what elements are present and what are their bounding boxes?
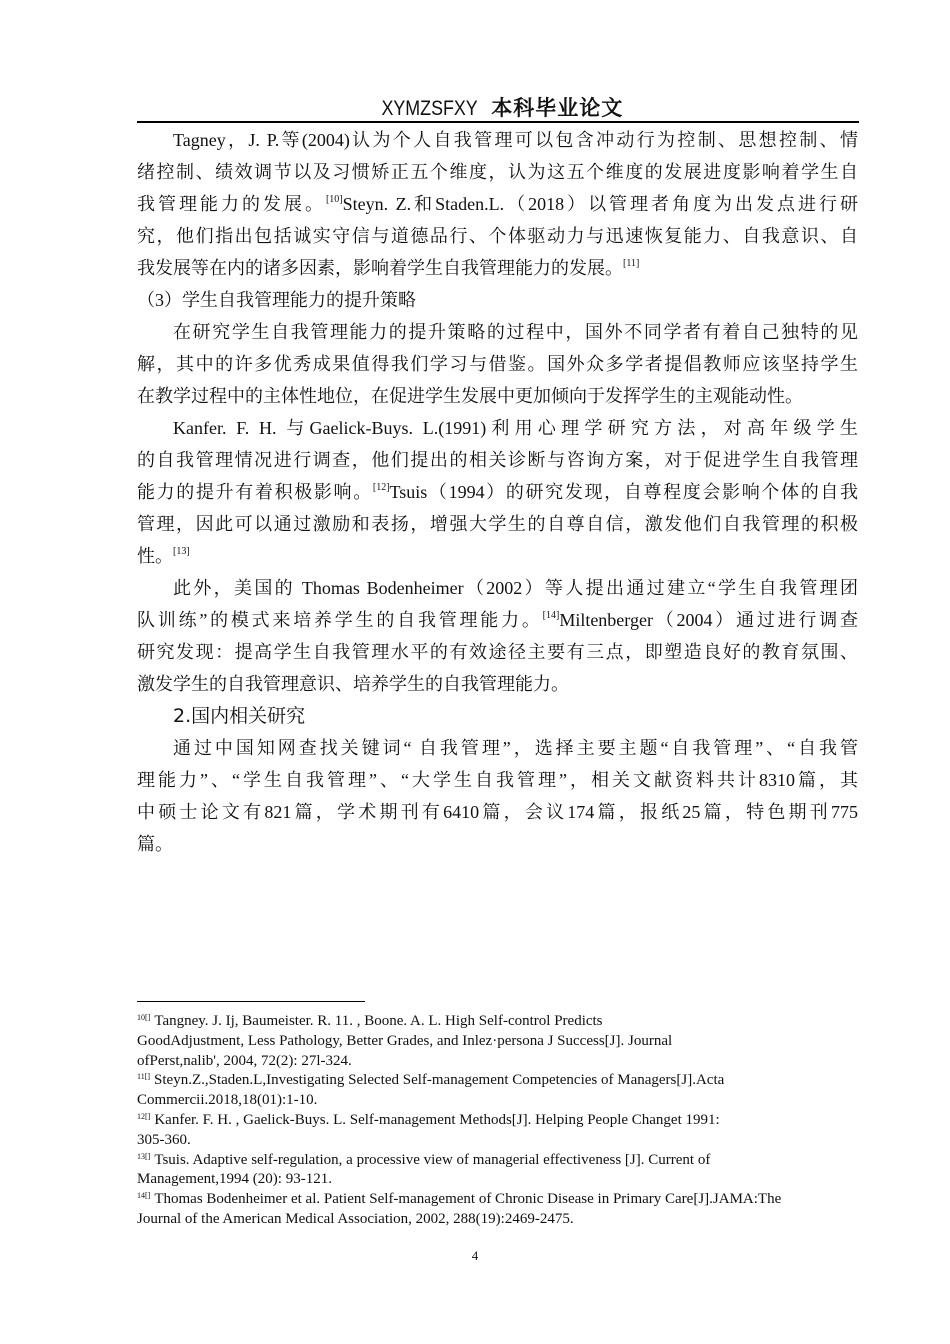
header-title: 本科毕业论文 bbox=[491, 96, 624, 120]
text-segment: Thomas Bodenheimer et al. Patient Self-management of Chronic Disease in Primary Care[J].JAMA:The bbox=[154, 1191, 782, 1208]
text-segment: 在研究学生自我管理能力的提升策略的过程中，国外不同学者有着自己独特的见 bbox=[173, 322, 858, 342]
footnote-separator bbox=[137, 1001, 365, 1002]
footnote-line bbox=[137, 1190, 862, 1210]
text-segment: 性。 bbox=[137, 546, 173, 566]
citation-marker: 12[] bbox=[137, 1111, 151, 1121]
text-line bbox=[137, 316, 858, 348]
text-segment: Management,1994 (20): 93-121. bbox=[137, 1171, 332, 1188]
citation-marker: 14[] bbox=[137, 1191, 151, 1201]
text-segment: Miltenberger（2004）通过进行调查 bbox=[559, 610, 858, 630]
footnote-line bbox=[137, 1210, 862, 1230]
footnote-line bbox=[137, 1091, 862, 1111]
footnote-line bbox=[137, 1131, 862, 1151]
text-line bbox=[137, 508, 858, 540]
text-line bbox=[137, 444, 858, 476]
citation-marker: [11] bbox=[623, 258, 640, 269]
text-segment: 我发展等在内的诸多因素，影响着学生自我管理能力的发展。 bbox=[137, 258, 623, 278]
citation-marker: [10] bbox=[325, 194, 343, 205]
text-segment: Commercii.2018,18(01):1-10. bbox=[137, 1092, 318, 1109]
text-segment: Journal of the American Medical Association, 2002, 288(19):2469-2475. bbox=[137, 1210, 574, 1227]
text-line bbox=[137, 188, 858, 220]
text-segment: 305-360. bbox=[137, 1131, 191, 1148]
citation-marker: 10[] bbox=[137, 1013, 151, 1022]
text-segment: 理能力”、“学生自我管理”、“大学生自我管理”，相关文献资料共计8310篇，其 bbox=[137, 770, 858, 790]
text-line bbox=[137, 348, 858, 380]
text-segment: 管理，因此可以通过激励和表扬，增强大学生的自尊自信，激发他们自我管理的积极 bbox=[137, 514, 858, 534]
text-line bbox=[137, 636, 858, 668]
text-segment: 通过中国知网查找关键词“ 自我管理”，选择主要主题“自我管理”、“自我管 bbox=[173, 738, 858, 758]
text-segment: 的自我管理情况进行调查，他们提出的相关诊断与咨询方案，对于促进学生自我管理 bbox=[137, 450, 858, 470]
text-line bbox=[137, 732, 858, 764]
header-rule bbox=[137, 121, 859, 123]
text-segment: 解，其中的许多优秀成果值得我们学习与借鉴。国外众多学者提倡教师应该坚持学生 bbox=[137, 354, 858, 374]
text-line bbox=[137, 604, 858, 636]
text-segment: 在教学过程中的主体性地位，在促进学生发展中更加倾向于发挥学生的主观能动性。 bbox=[137, 386, 803, 406]
text-segment: 研究发现：提高学生自我管理水平的有效途径主要有三点，即塑造良好的教育氛围、 bbox=[137, 642, 858, 662]
text-segment: Kanfer. F. H. 与Gaelick-Buys. L.(1991)利用心理学研究方法，对高年级学生 bbox=[173, 418, 858, 438]
footnote-line bbox=[137, 1052, 862, 1072]
text-segment: ofPerst,nalib', 2004, 72(2): 27l-324. bbox=[137, 1052, 352, 1069]
text-line bbox=[137, 540, 858, 572]
footnote-line bbox=[137, 1012, 862, 1032]
footnote-line bbox=[137, 1111, 862, 1131]
citation-marker: 11[] bbox=[137, 1072, 151, 1082]
text-line bbox=[137, 668, 858, 700]
text-line bbox=[137, 124, 858, 156]
footnote-line bbox=[137, 1170, 862, 1190]
text-line bbox=[137, 156, 858, 188]
text-segment: 激发学生的自我管理意识、培养学生的自我管理能力。 bbox=[137, 674, 569, 694]
text-segment: （3）学生自我管理能力的提升策略 bbox=[137, 290, 416, 310]
page-number: 4 bbox=[471, 1248, 479, 1263]
text-segment: GoodAdjustment, Less Pathology, Better Grades, and Inlez·persona J Success[J]. Journal bbox=[137, 1032, 673, 1049]
footnotes bbox=[137, 1012, 862, 1230]
text-line bbox=[137, 796, 858, 828]
text-line bbox=[137, 380, 858, 412]
header-latin: XYMZSFXY bbox=[381, 97, 478, 120]
text-line bbox=[137, 412, 858, 444]
citation-marker: [12] bbox=[372, 482, 390, 493]
footnote-line bbox=[137, 1151, 862, 1171]
section-heading bbox=[137, 700, 858, 732]
text-segment: 2.国内相关研究 bbox=[173, 705, 306, 727]
text-segment: 篇。 bbox=[137, 834, 173, 854]
footnote-line bbox=[137, 1032, 862, 1052]
page-header bbox=[137, 92, 859, 122]
text-line bbox=[137, 252, 858, 284]
text-segment: 能力的提升有着积极影响。 bbox=[137, 482, 373, 502]
text-line bbox=[137, 572, 858, 604]
text-segment: 绪控制、绩效调节以及习惯矫正五个维度，认为这五个维度的发展进度影响着学生自 bbox=[137, 162, 858, 182]
text-segment: 中硕士论文有821篇，学术期刊有6410篇，会议174篇，报纸25篇，特色期刊775 bbox=[137, 802, 858, 822]
text-segment: 究，他们指出包括诚实守信与道德品行、个体驱动力与迅速恢复能力、自我意识、自 bbox=[137, 226, 858, 246]
text-line bbox=[137, 476, 858, 508]
text-line bbox=[137, 764, 858, 796]
text-segment: Tagney，J. P.等(2004)认为个人自我管理可以包含冲动行为控制、思想控制、情 bbox=[173, 130, 858, 150]
body-text bbox=[137, 124, 858, 860]
text-line bbox=[137, 828, 858, 860]
text-line bbox=[137, 220, 858, 252]
footnote-line bbox=[137, 1071, 862, 1091]
text-segment: 此外，美国的 Thomas Bodenheimer（2002）等人提出通过建立“学生自我管理团 bbox=[173, 578, 858, 598]
text-segment: Tsuis. Adaptive self-regulation, a processive view of managerial effectiveness [J]. Current of bbox=[154, 1151, 711, 1168]
text-segment: Tangney. J. Ij, Baumeister. R. 11. , Boone. A. L. High Self-control Predicts bbox=[154, 1013, 603, 1029]
text-segment: Steyn.Z.,Staden.L,Investigating Selected Self-management Competencies of Managers[J].Acta bbox=[154, 1072, 725, 1089]
text-line bbox=[137, 284, 858, 316]
text-segment: 队训练”的模式来培养学生的自我管理能力。 bbox=[137, 610, 543, 630]
text-segment: Steyn. Z.和Staden.L.（2018）以管理者角度为出发点进行研 bbox=[342, 194, 858, 214]
citation-marker: 13[] bbox=[137, 1151, 151, 1161]
text-segment: Kanfer. F. H. , Gaelick-Buys. L. Self-management Methods[J]. Helping People Changet 1991: bbox=[154, 1111, 720, 1128]
text-segment: 我管理能力的发展。 bbox=[137, 194, 326, 214]
text-segment: Tsuis（1994）的研究发现，自尊程度会影响个体的自我 bbox=[389, 482, 859, 502]
citation-marker: [13] bbox=[173, 546, 190, 557]
citation-marker: [14] bbox=[542, 610, 560, 621]
